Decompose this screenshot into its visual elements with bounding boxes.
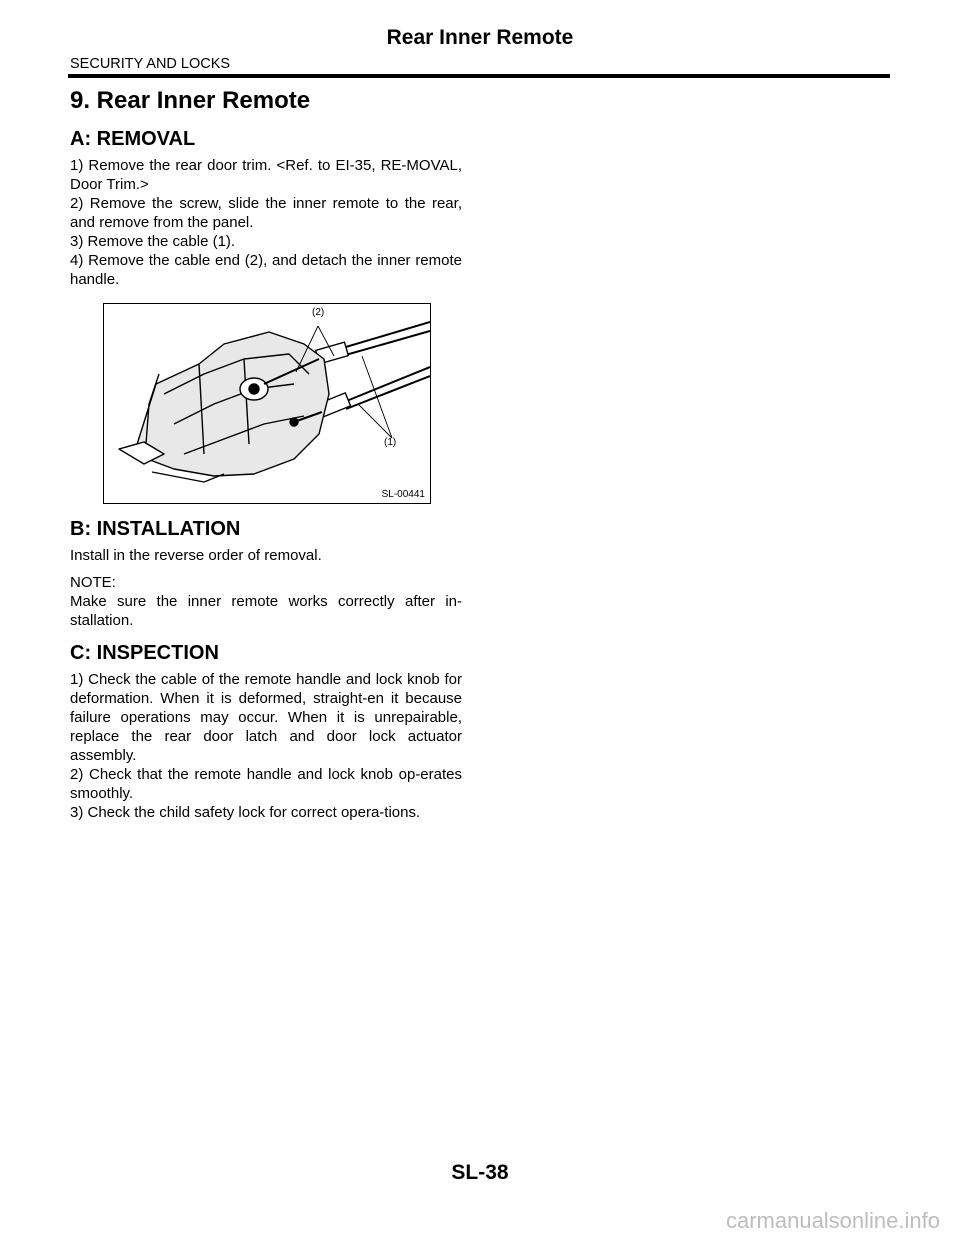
main-column	[70, 86, 462, 822]
removal-step-4: 4) Remove the cable end (2), and detach the inner remote handle.	[70, 252, 462, 288]
page-heading: 9. Rear Inner Remote	[70, 87, 311, 114]
note-text: Make sure the inner remote works correctly after in-stallation.	[70, 593, 462, 629]
inspection-step-2: 2) Check that the remote handle and lock knob op-erates smoothly.	[70, 766, 462, 802]
header-title: Rear Inner Remote	[386, 26, 574, 49]
page-number: SL-38	[451, 1161, 509, 1184]
callout-2: (2)	[312, 307, 325, 318]
inspection-heading: C: INSPECTION	[70, 642, 219, 664]
installation-text: Install in the reverse order of removal.	[70, 547, 322, 564]
header-rule	[68, 74, 890, 78]
note-label: NOTE:	[70, 574, 116, 591]
inspection-step-3: 3) Check the child safety lock for correct opera-tions.	[70, 804, 421, 821]
watermark-text: carmanualsonline.info	[725, 1208, 940, 1233]
installation-heading: B: INSTALLATION	[70, 518, 241, 540]
removal-step-2: 2) Remove the screw, slide the inner remote to the rear, and remove from the panel.	[70, 195, 462, 231]
removal-heading: A: REMOVAL	[70, 128, 196, 150]
inner-remote-figure	[103, 303, 431, 504]
inspection-step-1: 1) Check the cable of the remote handle and lock knob for deformation. When it is deformed, straight-en it because failure operations may occur. When it is unrepairable, replace the rear door latch and door lock actuator assembly.	[70, 671, 462, 764]
header-section: SECURITY AND LOCKS	[70, 56, 231, 72]
inner-remote-illustration	[104, 304, 430, 503]
callout-1: (1)	[384, 437, 397, 448]
figure-code: SL-00441	[381, 489, 425, 500]
removal-step-1: 1) Remove the rear door trim. <Ref. to EI-35, RE-MOVAL, Door Trim.>	[70, 157, 462, 193]
removal-step-3: 3) Remove the cable (1).	[70, 233, 236, 250]
